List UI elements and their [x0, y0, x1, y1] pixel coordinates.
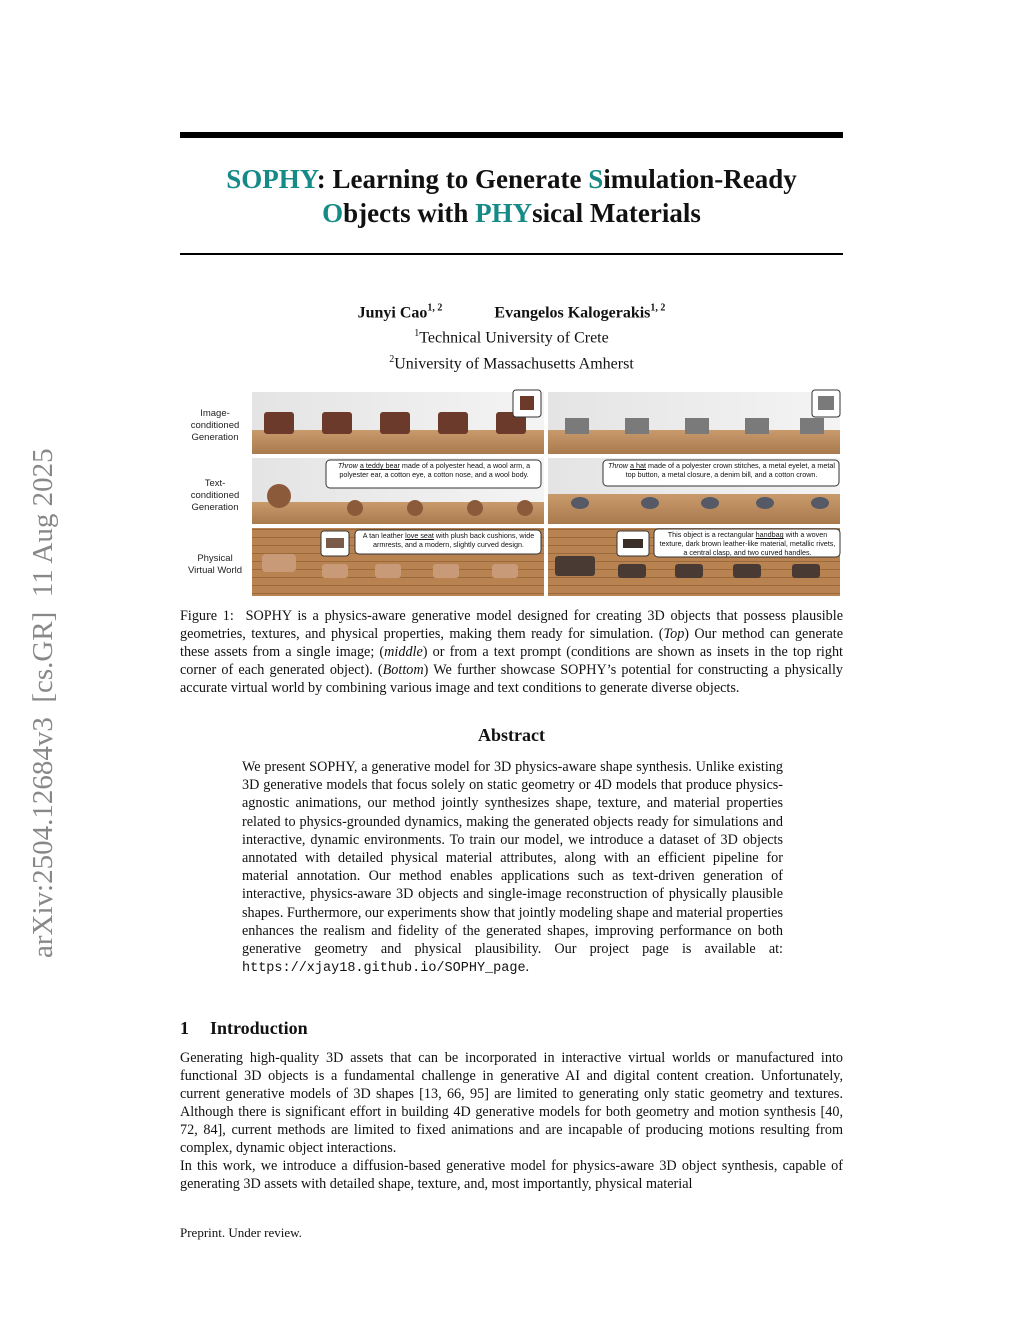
prompt-seat-obj: love seat	[405, 531, 434, 540]
row3-right-couch	[548, 528, 840, 596]
prompt-teddy-obj: a teddy bear	[359, 461, 400, 470]
intro-body	[180, 1049, 843, 1193]
prompt-bag-pre: This object is a rectangular	[667, 530, 756, 539]
row-label-physical: Physical Virtual World	[187, 553, 243, 576]
project-url-link[interactable]: https://xjay18.github.io/SOPHY_page	[242, 961, 526, 977]
title-seg: bjects with	[343, 198, 476, 228]
title-seg: sical Materials	[532, 198, 701, 228]
affiliation-1	[180, 323, 843, 348]
caption-text-1: SOPHY is a physics-aware generative model designed for creating 3D objects that possess plausible geometries, textures, and physical properties, making them ready for simulation. (	[180, 608, 843, 642]
caption-text-3: ) or from a text prompt (conditions are shown as insets in the top right corner of each generated object). (	[180, 644, 843, 678]
author-2-affil: 1, 2	[650, 303, 666, 314]
affiliation-2	[180, 349, 843, 374]
author-names	[180, 298, 843, 323]
abstract-text: We present SOPHY, a generative model for 3D physics-aware shape synthesis. Unlike existing 3D generative models that focus solely on static geometry or 4D models that produce physics-agnostic animations, our method jointly synthesizes shape, texture, and material properties related to physics-grounded dynamics, making the generated objects ready for simulations and interactive, dynamic environments. To train our model, we introduce a dataset of 3D objects annotated with detailed physical material attributes, along with an efficient pipeline for material annotation. Our method enables applications such as text-driven generation of interactive, physics-aware 3D objects and single-image reconstruction of physically plausible shapes. Furthermore, our experiments show that jointly modeling shape and material properties enhances the realism and fidelity of the generated shapes, improving performance on both generative geometry and physical plausibility. Our project page is available at:	[242, 759, 783, 958]
figure-image	[180, 386, 843, 598]
title-top-rule	[180, 132, 843, 138]
title-seg: imulation-Ready	[603, 164, 797, 194]
prompt-hat-obj: a hat	[630, 461, 646, 470]
row-label-text: Text- conditioned Generation	[190, 478, 240, 513]
arxiv-stamp	[22, 348, 62, 958]
arxiv-id: arXiv:2504.12684v3 [cs.GR] 11 Aug 2025	[27, 448, 59, 958]
author-1-affil: 1, 2	[427, 303, 443, 314]
prompt-bag-obj: handbag	[755, 530, 784, 539]
prompt-hat-rest: made of a polyester crown stitches, a metal eyelet, a metal top button, a metal closure, a denim bill, and a cotton crown.	[625, 461, 835, 479]
prompt-bag-rest: with a woven texture, dark brown leather-like material, metallic rivets, a central clasp, and two curved handles.	[659, 530, 836, 557]
affil-2-sup: 2	[389, 353, 395, 365]
author-1: Junyi Cao	[357, 304, 428, 322]
abstract-end: .	[525, 959, 530, 976]
intro-paragraph-2: In this work, we introduce a diffusion-based generative model for physics-aware 3D object synthesis, capable of generating 3D assets with detailed shape, texture, and, most importantly, physical material	[180, 1158, 843, 1192]
title-bottom-rule	[180, 253, 843, 255]
caption-label: Figure 1:	[180, 608, 234, 624]
row2-right-hat	[548, 458, 840, 524]
affil-1-sup: 1	[414, 328, 420, 340]
title-line-2	[180, 196, 843, 230]
affil-2-name: University of Massachusetts Amherst	[394, 354, 634, 372]
caption-top: Top	[663, 626, 685, 642]
intro-paragraph-1: Generating high-quality 3D assets that can be incorporated in interactive virtual worlds or manufactured into functional 3D objects is a fundamental challenge in generative AI and digital content creation. Unfortunately, current generative models of 3D shapes [13, 66, 95] are limited to generating only static geometry and textures. Although there is significant effort in building 4D generative models for both geometry and motion synthesis [40, 72, 84], current methods are limited to fixed animations and are incapable of producing motions resulting from complex, dynamic object interactions.	[180, 1050, 843, 1156]
row3-left-sofa	[252, 528, 544, 596]
prompt-teddy-prefix: Throw	[337, 461, 358, 470]
section-number: 1	[180, 1018, 189, 1038]
abstract-heading: Abstract	[478, 725, 545, 745]
caption-middle: middle	[384, 644, 423, 660]
caption-text-2: ) Our method can generate these assets from a single image; (	[180, 626, 844, 660]
figure-caption	[180, 607, 843, 697]
row-label-image: Image- conditioned Generation	[190, 408, 240, 443]
footer-note: Preprint. Under review.	[180, 1225, 302, 1240]
title-seg: : Learning to Generate	[316, 164, 589, 194]
prompt-hat-prefix: Throw	[608, 461, 628, 470]
caption-bottom: Bottom	[382, 662, 424, 678]
prompt-seat-pre: A tan leather	[362, 531, 406, 540]
section-heading	[180, 1018, 308, 1039]
paper-title	[180, 162, 843, 230]
title-seg: PHY	[475, 198, 533, 228]
row2-left-teddy	[252, 458, 544, 524]
affil-1-name: Technical University of Crete	[419, 329, 609, 347]
caption-text-4: ) We further showcase SOPHY’s potential for constructing a physically accurate virtual world by combining various image and text conditions to generate diverse objects.	[180, 662, 843, 696]
figure-1	[180, 386, 843, 598]
title-seg: SOPHY	[226, 164, 317, 194]
title-line-1	[180, 162, 843, 196]
title-seg: O	[322, 198, 344, 228]
prompt-seat-rest: with plush back cushions, wide armrests, and a modern, slightly curved design.	[372, 531, 535, 549]
row1-right-pillows	[548, 390, 840, 454]
title-seg: S	[588, 164, 604, 194]
section-title: Introduction	[210, 1018, 308, 1038]
abstract-body	[242, 758, 783, 978]
row1-left-chairs	[252, 390, 544, 454]
prompt-teddy-rest: made of a polyester head, a wool arm, a polyester ear, a cotton eye, a cotton nose, and a wool body.	[339, 461, 531, 479]
authors-block	[180, 298, 843, 374]
author-2: Evangelos Kalogerakis	[494, 304, 651, 322]
